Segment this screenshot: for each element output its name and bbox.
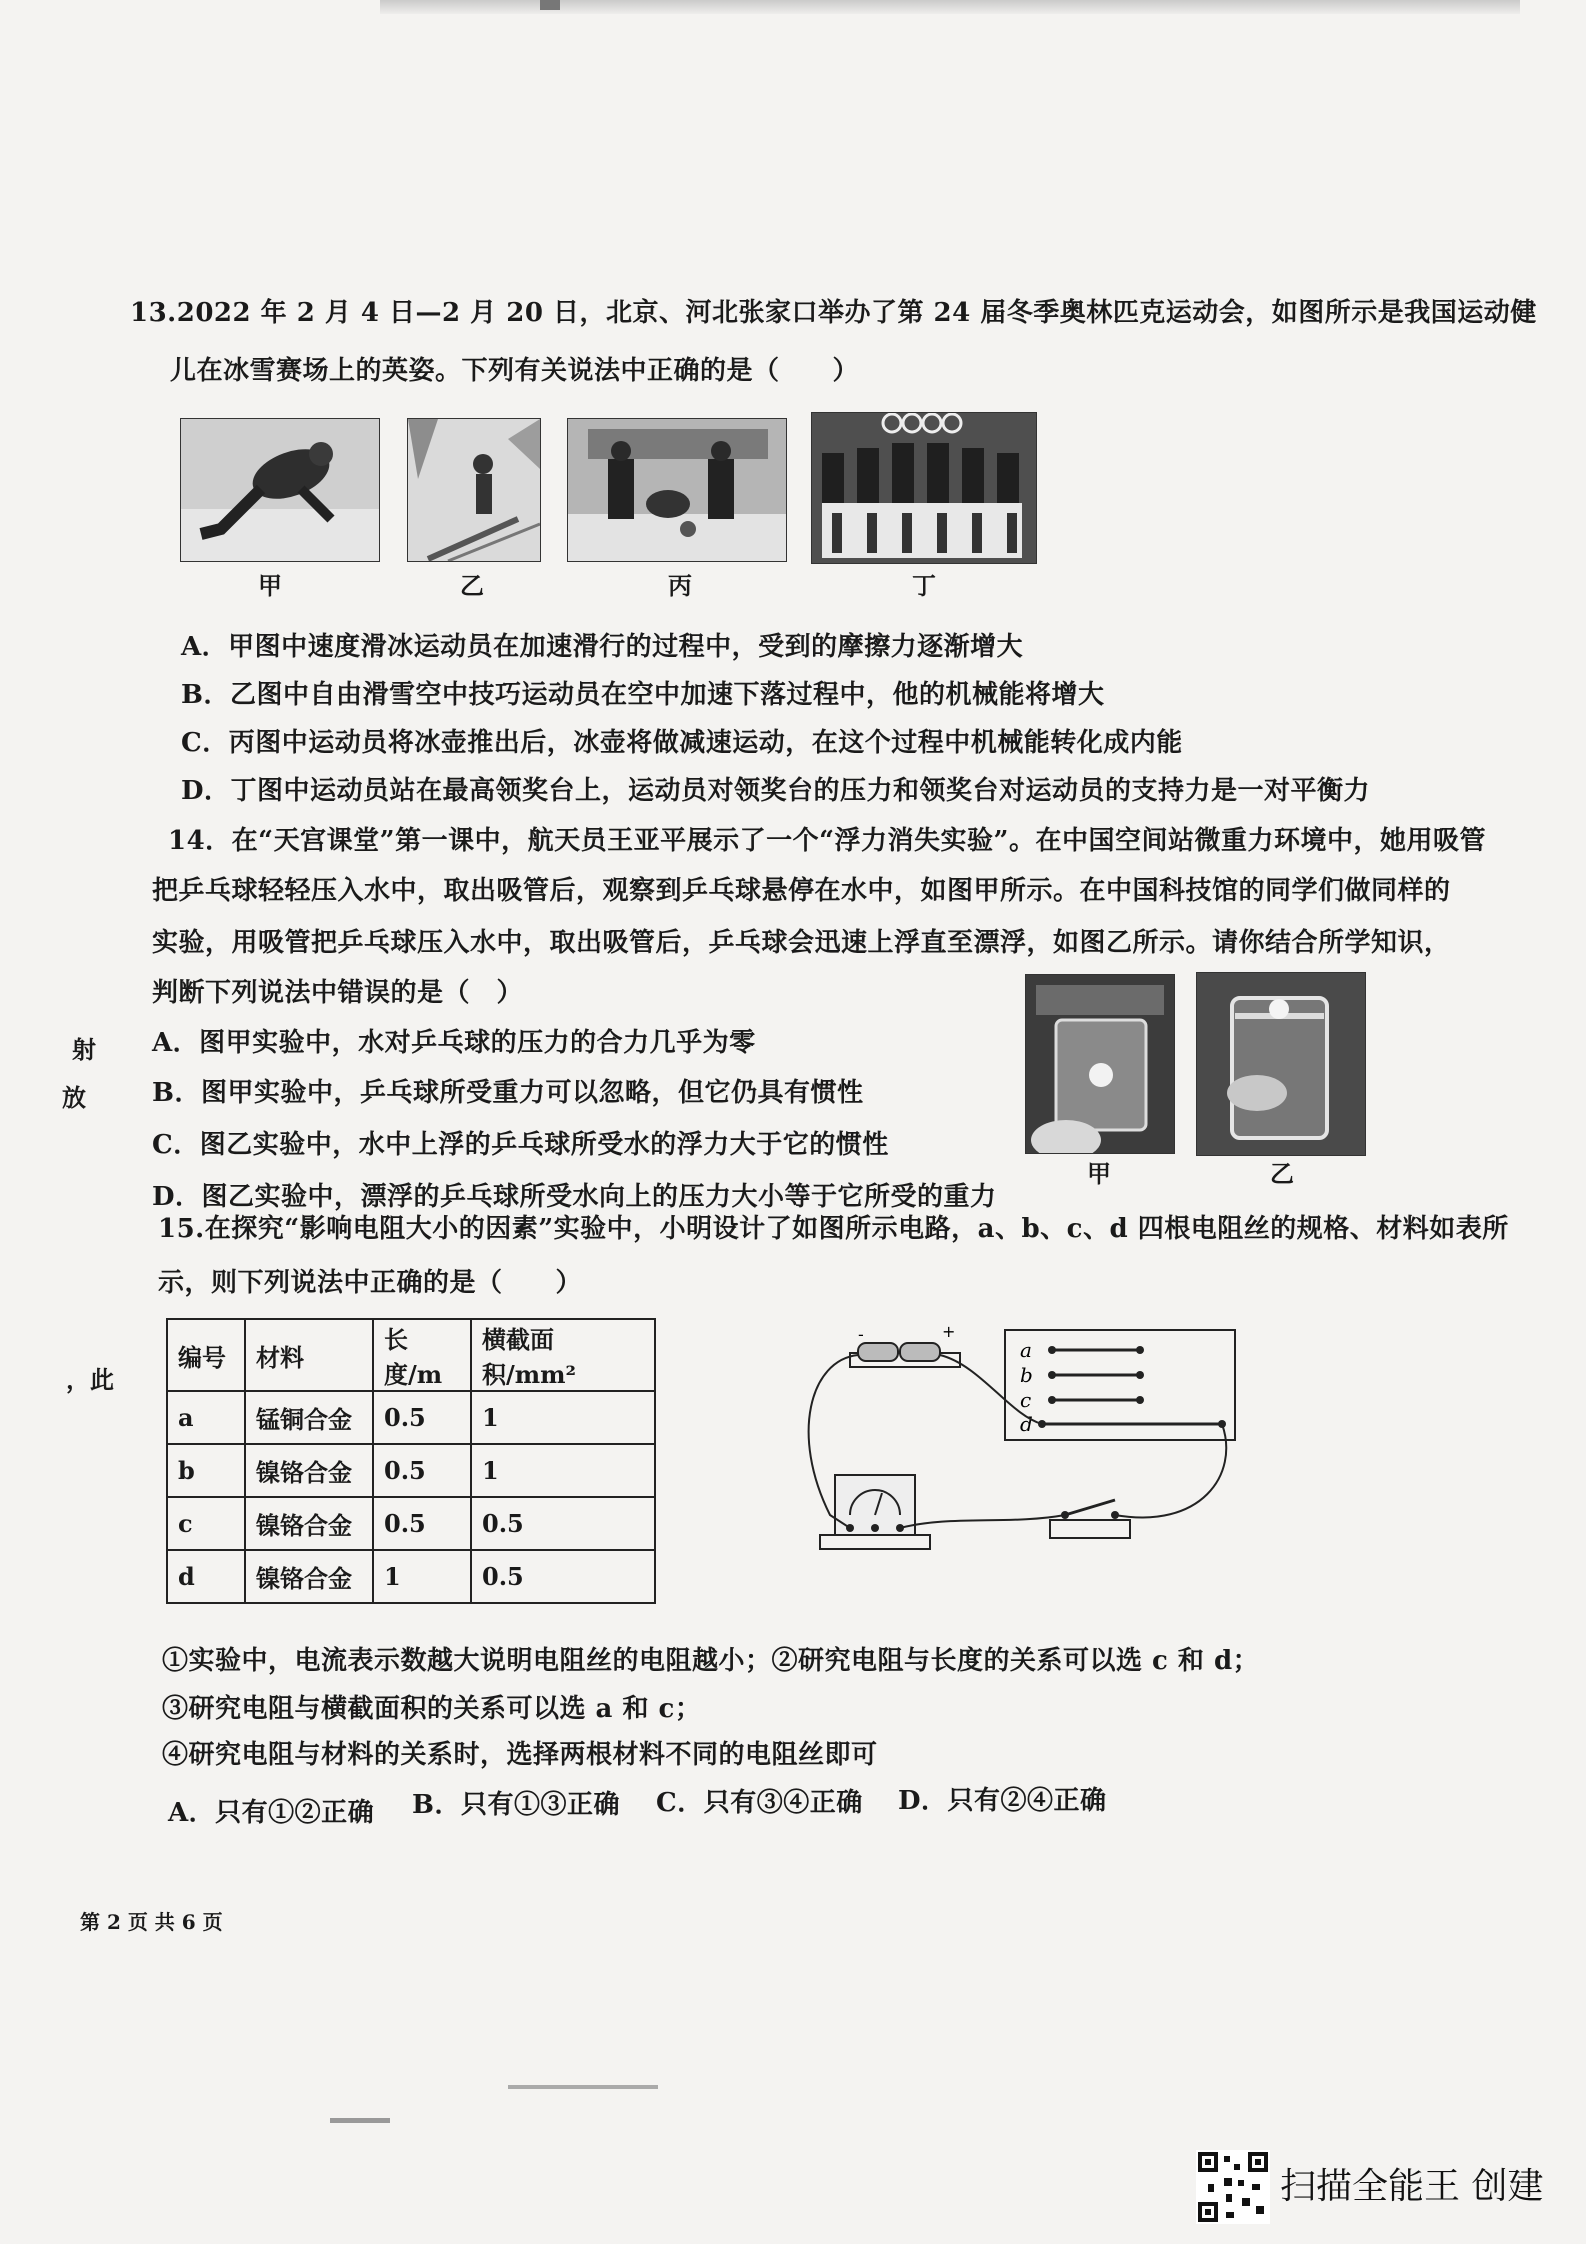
q15-statement-2: ③研究电阻与横截面积的关系可以选 a 和 c； [162,1694,702,1724]
table-cell: 镍铬合金 [245,1550,373,1603]
q13-photo-podium [811,412,1037,564]
table-cell: 0.5 [373,1391,471,1444]
q13-caption-2: 乙 [460,571,484,600]
table-cell: d [167,1550,245,1603]
battery-minus-label: - [858,1325,864,1344]
wire-label: c [1020,1388,1032,1412]
battery-plus-label: + [942,1322,956,1341]
resistance-wire-table [166,1318,656,1604]
table-cell: 1 [373,1550,471,1603]
table-row [167,1391,655,1444]
q13-caption-1: 甲 [258,571,282,600]
q14-option-c: C．图乙实验中，水中上浮的乒乓球所受水的浮力大于它的惯性 [152,1130,889,1160]
battery-cell [900,1343,940,1361]
table-cell: 镍铬合金 [245,1497,373,1550]
q13-option-b: B．乙图中自由滑雪空中技巧运动员在空中加速下落过程中，他的机械能将增大 [181,680,1105,710]
table-header-cell: 横截面积/mm² [471,1319,655,1391]
q15-option-b: B．只有①③正确 [412,1790,620,1820]
switch-lever [1065,1500,1115,1515]
q13-stem-line2: 儿在冰雪赛场上的英姿。下列有关说法中正确的是（ ） [170,356,860,386]
terminal [1136,1346,1144,1354]
table-cell: 0.5 [471,1550,655,1603]
q15-statement-1: ①实验中，电流表示数越大说明电阻丝的电阻越小；②研究电阻与长度的关系可以选 c 和 d； [162,1646,1260,1676]
page-number: 第 2 页 共 6 页 [80,1910,223,1934]
table-cell: 0.5 [373,1444,471,1497]
q15-option-a: A．只有①②正确 [168,1798,375,1828]
connecting-wire [1115,1424,1226,1518]
wire-label: d [1020,1412,1033,1436]
table-header-cell: 材料 [245,1319,373,1391]
table-header-cell: 编号 [167,1319,245,1391]
q15-stem-line1: 15.在探究“影响电阻大小的因素”实验中，小明设计了如图所示电路，a、b、c、d 四根电阻丝的规格、材料如表所 [158,1214,1509,1244]
q13-photo-speed-skater [180,418,380,562]
q14-option-a: A．图甲实验中，水对乒乓球的压力的合力几乎为零 [152,1028,756,1058]
connecting-wire [900,1515,1065,1528]
terminal [871,1524,879,1532]
q14-photo-space-station [1025,974,1175,1154]
q14-caption-1: 甲 [1087,1159,1111,1188]
table-header-row [167,1319,655,1391]
q13-stem-line1: 13.2022 年 2 月 4 日—2 月 20 日，北京、河北张家口举办了第 24 届冬季奥林匹克运动会，如图所示是我国运动健 [130,298,1537,328]
table-cell: 镍铬合金 [245,1444,373,1497]
table-row [167,1444,655,1497]
qr-code-icon [1196,2150,1270,2224]
q13-photo-curling [567,418,787,562]
q14-option-d: D．图乙实验中，漂浮的乒乓球所受水向上的压力大小等于它所受的重力 [152,1182,997,1212]
q14-stem-line3: 实验，用吸管把乒乓球压入水中，取出吸管后，乒乓球会迅速上浮直至漂浮，如图乙所示。请你结合所学知识， [152,928,1451,958]
table-cell: 1 [471,1444,655,1497]
table-cell: 1 [471,1391,655,1444]
q14-stem-line4: 判断下列说法中错误的是（ ） [152,978,524,1008]
scanner-watermark: 扫描全能王 创建 [1280,2166,1544,2207]
q14-photo-science-museum [1196,972,1366,1156]
table-cell: 锰铜合金 [245,1391,373,1444]
circuit-diagram [770,1315,1290,1575]
q15-option-c: C．只有③④正确 [656,1788,863,1818]
table-cell: 0.5 [373,1497,471,1550]
q13-option-a: A．甲图中速度滑冰运动员在加速滑行的过程中，受到的摩擦力逐渐增大 [181,632,1024,662]
margin-fragment-1: 射 [72,1035,96,1064]
q14-caption-2: 乙 [1270,1159,1294,1188]
table-cell: 0.5 [471,1497,655,1550]
wire-label: a [1020,1338,1032,1362]
q14-stem-line2: 把乒乓球轻轻压入水中，取出吸管后，观察到乒乓球悬停在水中，如图甲所示。在中国科技馆的同学们做同样的 [152,876,1451,906]
scan-mark [330,2118,390,2123]
table-header-cell: 长度/m [373,1319,471,1391]
q14-stem-line1: 14．在“天宫课堂”第一课中，航天员王亚平展示了一个“浮力消失实验”。在中国空间站微重力环境中，她用吸管 [168,826,1487,856]
margin-fragment-3: ，此 [66,1365,114,1394]
battery-cell [858,1343,898,1361]
q13-option-c: C．丙图中运动员将冰壶推出后，冰壶将做减速运动，在这个过程中机械能转化成内能 [181,728,1183,758]
terminal [1048,1346,1056,1354]
q13-photo-aerial-skier [407,418,541,562]
terminal [1136,1396,1144,1404]
ammeter-base [820,1535,930,1549]
q15-statement-3: ④研究电阻与材料的关系时，选择两根材料不同的电阻丝即可 [162,1740,878,1770]
table-cell: c [167,1497,245,1550]
terminal [1136,1371,1144,1379]
scan-mark [540,0,560,10]
terminal [1048,1396,1056,1404]
q15-option-d: D．只有②④正确 [898,1786,1107,1816]
table-cell: a [167,1391,245,1444]
scan-mark [508,2085,658,2089]
q13-caption-3: 丙 [668,571,692,600]
q14-option-b: B．图甲实验中，乒乓球所受重力可以忽略，但它仍具有惯性 [152,1078,864,1108]
table-row [167,1497,655,1550]
wire-label: b [1020,1363,1033,1387]
q13-caption-4: 丁 [912,571,936,600]
margin-fragment-2: 放 [62,1083,86,1112]
table-cell: b [167,1444,245,1497]
q13-option-d: D．丁图中运动员站在最高领奖台上，运动员对领奖台的压力和领奖台对运动员的支持力是一对平衡力 [181,776,1371,806]
terminal [1048,1371,1056,1379]
q15-stem-line2: 示，则下列说法中正确的是（ ） [158,1268,583,1298]
table-row [167,1550,655,1603]
switch-base [1050,1520,1130,1538]
